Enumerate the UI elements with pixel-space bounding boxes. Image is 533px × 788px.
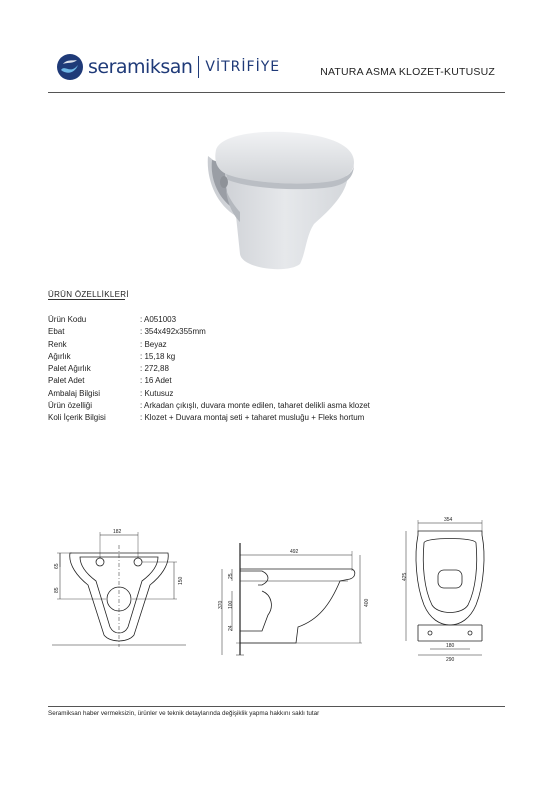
spec-label: Ağırlık	[48, 351, 71, 361]
spec-label: Ürün Kodu	[48, 315, 87, 324]
spec-row	[48, 351, 370, 363]
front-dim-left-2: 85	[54, 587, 60, 593]
spec-label: Ambalaj Bilgisi	[48, 388, 101, 398]
logo-subtitle: VİTRİFİYE	[205, 59, 281, 75]
section-title-underline	[48, 299, 125, 300]
spec-row	[48, 314, 370, 326]
side-view-drawing	[222, 543, 362, 655]
header-divider	[48, 92, 505, 93]
spec-label: Palet Adet	[48, 376, 85, 386]
top-dim-width: 354	[444, 517, 453, 523]
spec-label: Ürün özelliği	[48, 401, 93, 411]
logo-name: seramiksan	[88, 56, 193, 78]
spec-row	[48, 388, 370, 400]
spec-value: : A051003	[140, 315, 177, 324]
section-title: ÜRÜN ÖZELLİKLERİ	[48, 290, 129, 299]
spec-label: Koli İçerik Bilgisi	[48, 413, 106, 423]
spec-label: Palet Ağırlık	[48, 364, 91, 374]
spec-value: : Kutusuz	[140, 388, 174, 398]
front-dim-right: 150	[178, 576, 184, 585]
spec-row	[48, 326, 370, 338]
side-dim-2: 100	[228, 600, 234, 609]
spec-value: : 15,18 kg	[140, 351, 176, 361]
top-dim-length: 425	[402, 572, 408, 581]
spec-value: : Klozet + Duvara montaj seti + taharet musluğu + Fleks hortum	[140, 413, 365, 423]
spec-value: : 272,88	[140, 364, 169, 374]
side-dim-3: 370	[218, 600, 224, 609]
logo-separator	[198, 56, 199, 78]
footer-divider	[48, 706, 505, 707]
side-dim-1: 25	[228, 573, 234, 579]
product-image	[196, 124, 361, 279]
brand-logo	[56, 52, 280, 82]
spec-value: : 16 Adet	[140, 376, 172, 386]
spec-row	[48, 400, 370, 412]
spec-row	[48, 363, 370, 375]
top-view-drawing	[406, 520, 484, 655]
spec-table	[48, 314, 370, 425]
front-dim-left-1: 65	[54, 563, 60, 569]
spec-row	[48, 339, 370, 351]
spec-value: : Beyaz	[140, 339, 167, 349]
top-dim-hole: 180	[446, 643, 455, 649]
spec-value: : Arkadan çıkışlı, duvara monte edilen, taharet delikli asma klozet	[140, 401, 370, 411]
footer-disclaimer: Seramiksan haber vermeksizin, ürünler ve teknik detaylarında değişiklik yapma hakkını saklı tutar	[48, 710, 320, 717]
spec-value: : 354x492x355mm	[140, 327, 206, 337]
document-title: NATURA ASMA KLOZET-KUTUSUZ	[320, 66, 495, 78]
side-dim-length: 492	[290, 549, 299, 555]
seramiksan-logo-icon	[56, 53, 84, 81]
top-dim-base: 290	[446, 657, 455, 663]
side-dim-4: 24	[228, 625, 234, 631]
spec-row	[48, 375, 370, 387]
side-dim-height: 400	[364, 598, 370, 607]
technical-drawings	[0, 515, 533, 665]
spec-label: Ebat	[48, 327, 65, 337]
spec-row	[48, 412, 370, 424]
spec-label: Renk	[48, 339, 67, 349]
front-view-drawing	[52, 532, 186, 647]
front-dim-top: 182	[113, 529, 122, 535]
